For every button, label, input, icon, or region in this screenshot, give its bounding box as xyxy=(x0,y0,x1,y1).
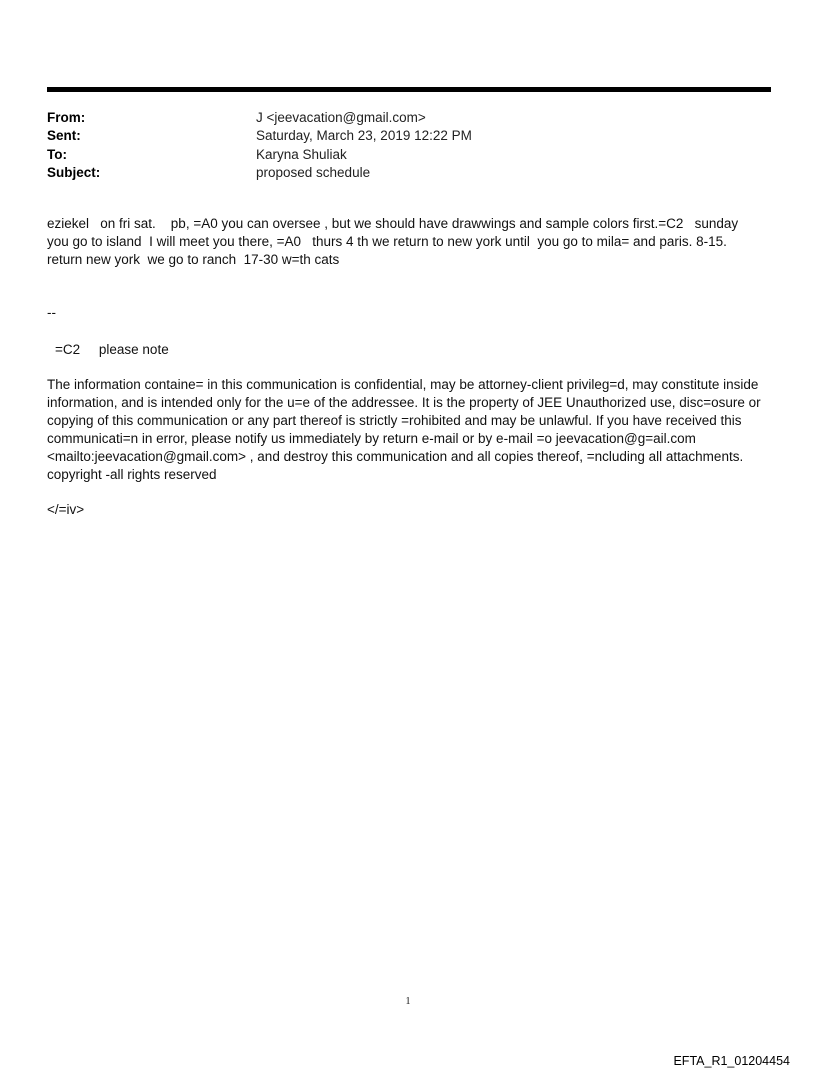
from-label: From: xyxy=(47,109,86,125)
to-row xyxy=(47,145,747,164)
page-number: 1 xyxy=(405,996,411,1007)
from-value: J <jeevacation@gmail.com> xyxy=(256,109,426,125)
sent-label: Sent: xyxy=(47,128,81,144)
confidentiality-disclaimer: The information containe= in this communication is confidential, may be attorney-client privileg=d, may constitute inside information, and is intended only for the u=e of the addressee. It is the property of JEE Unauthorized use, disc=osure or copying of this communication or any part thereof is strictly =rohibited and may be unlawful. If you have received this communicati=n in error, please notify us immediately by return e-mail or by e-mail =o jeevacation@g=ail.com <mailto:jeevacation@gmail.com> , and destroy this communication and all copies thereof, =ncluding all attachments. copyright -all rights reserved xyxy=(47,377,765,482)
document-id: EFTA_R1_01204454 xyxy=(673,1054,790,1068)
subject-value: proposed schedule xyxy=(256,165,371,181)
from-row xyxy=(47,108,747,127)
signature-separator: -- xyxy=(47,305,56,320)
email-body: eziekel on fri sat. pb, =A0 you can oversee , but we should have drawwings and sample colors first.=C2 sunday you go to island I will meet you there, =A0 thurs 4 th we return to new york until you go to mila= and paris. 8-15. return new york we go to ranch 17-30 w=th cats xyxy=(47,216,746,267)
sent-value: Saturday, March 23, 2019 12:22 PM xyxy=(256,128,472,144)
please-note-line: =C2 please note xyxy=(55,342,169,357)
subject-label: Subject: xyxy=(47,165,101,181)
header-divider xyxy=(47,87,771,92)
to-value: Karyna Shuliak xyxy=(256,146,347,162)
to-label: To: xyxy=(47,146,67,162)
sent-row xyxy=(47,127,747,146)
closing-tag: </=iv> xyxy=(47,502,85,517)
subject-row xyxy=(47,164,747,183)
email-header xyxy=(47,108,747,182)
